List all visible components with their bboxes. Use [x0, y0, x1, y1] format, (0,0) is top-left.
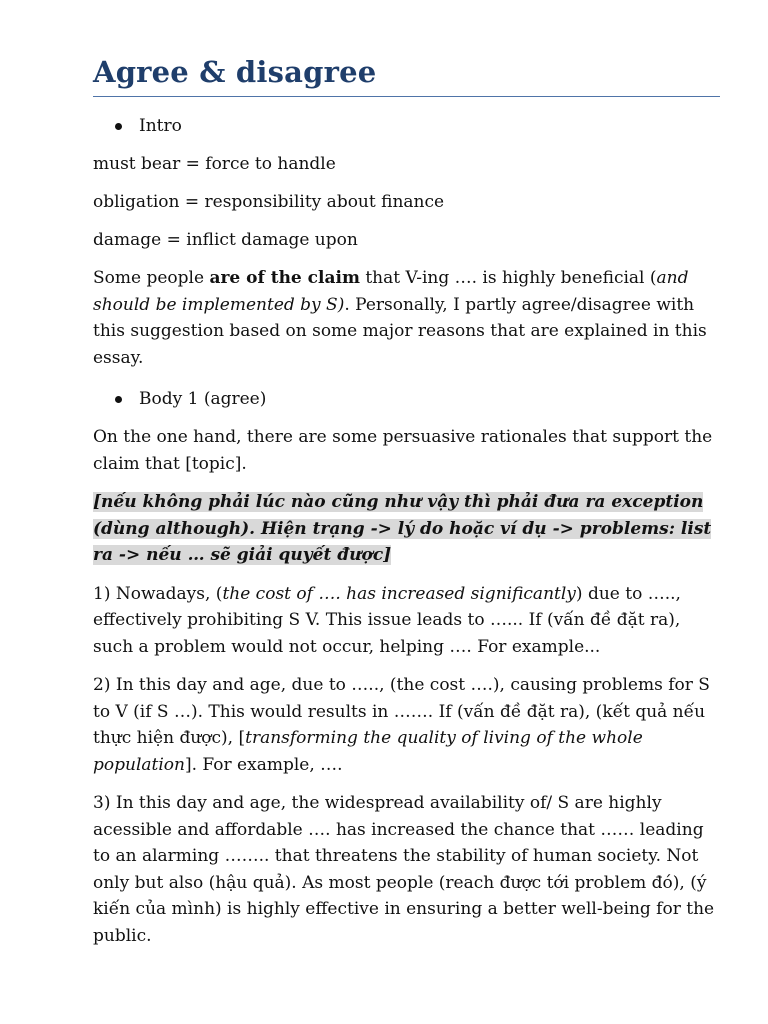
- point-2-paragraph: [93, 672, 720, 778]
- intro-italic-phrase: and should be implemented by S): [93, 268, 689, 315]
- body1-paragraph: On the one hand, there are some persuasive rationales that support the claim that [topic].: [93, 427, 713, 474]
- definition-line-1: must bear = force to handle: [93, 154, 336, 174]
- intro-text-3: . Personally, I partly agree/disagree with this suggestion based on some major reasons that are explained in this essay.: [93, 294, 707, 368]
- intro-bold-phrase: are of the claim: [209, 268, 360, 288]
- point1-text-2: ) due to ….., effectively prohibiting S V. This issue leads to …... If (vấn đề đặt ra), such a problem would not occur, helping …. For example...: [93, 583, 681, 657]
- bullet-body1: [93, 386, 720, 412]
- bullet-body1-label: Body 1 (agree): [139, 389, 267, 409]
- point-3-paragraph: 3) In this day and age, the widespread availability of/ S are highly acessible and affordable …. has increased the chance that …… leading to an alarming …….. that threatens the stability of human society. Not only but also (hậu quả). As most people (reach được tới problem đó), (ý kiến của mình) is highly effective in ensuring a better well-being for the public.: [93, 793, 715, 946]
- highlighted-note: [nếu không phải lúc nào cũng như vậy thì phải đưa ra exception (dùng although). Hiện trạng -> lý do hoặc ví dụ -> problems: list ra -> nếu … sẽ giải quyết được]: [93, 492, 712, 565]
- point2-italic: transforming the quality of living of the whole population: [93, 728, 643, 775]
- note-paragraph: [93, 489, 720, 569]
- point-1-paragraph: [93, 581, 720, 661]
- point1-italic: the cost of …. has increased significantly: [222, 583, 576, 604]
- point2-text-1: 2) In this day and age, due to ….., (the cost ….), causing problems for S to V (if S …). This would results in ……. If (vấn đề đặt ra), (kết quả nếu thực hiện được), [: [93, 675, 710, 748]
- point2-text-2: ]. For example, ….: [184, 754, 343, 775]
- point1-text-1: 1) Nowadays, (: [93, 583, 223, 604]
- document-title: Agree & disagree: [93, 55, 377, 89]
- definition-line-2: obligation = responsibility about finance: [93, 192, 445, 212]
- document-page: [93, 52, 720, 949]
- bullet-dot-icon: [115, 396, 122, 403]
- bullet-intro: [93, 113, 720, 139]
- intro-text-1: Some people: [93, 268, 210, 288]
- bullet-intro-label: Intro: [139, 116, 182, 136]
- definition-line-3: damage = inflict damage upon: [93, 230, 358, 250]
- intro-text-2: that V-ing …. is highly beneficial (: [359, 268, 657, 288]
- intro-paragraph: [93, 265, 720, 371]
- bullet-dot-icon: [115, 123, 122, 130]
- title-divider: [93, 96, 720, 97]
